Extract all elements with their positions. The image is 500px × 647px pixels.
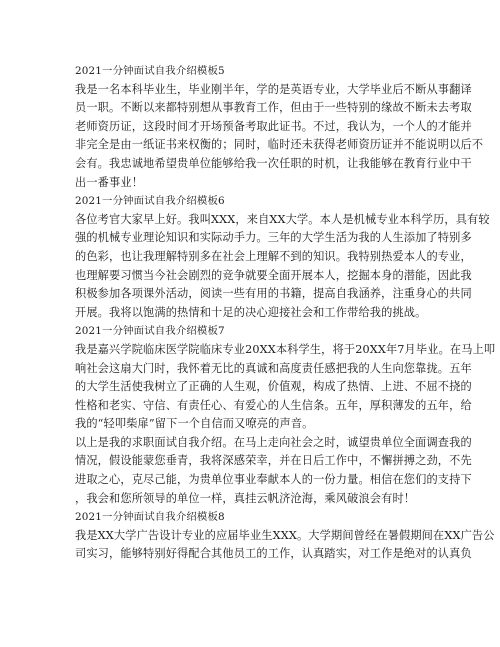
paragraph-line: 各位考官大家早上好。我叫XXX，来自XX大学。本人是机械专业本科学历，具有较 <box>75 212 490 226</box>
paragraph-line: 司实习，能够特别好得配合其他员工的工作，认真踏实，对工作是绝对的认真负 <box>75 547 472 561</box>
paragraph-line: 的大学生活使我树立了正确的人生观，价值观，构成了热情、上进、不屈不挠的 <box>75 380 472 394</box>
section-title: 2021一分钟面试自我介绍模板8 <box>75 511 225 524</box>
section-title: 2021一分钟面试自我介绍模板7 <box>75 325 225 338</box>
paragraph-line: 我是一名本科毕业生，毕业刚半年，学的是英语专业，大学毕业后不断从事翻译 <box>75 82 472 96</box>
paragraph-line: 开展。我将以饱满的热情和十足的决心迎接社会和工作带给我的挑战。 <box>75 305 427 319</box>
paragraph-line: 我的“轻叩柴扉”留下一个自信而又嘹亮的声音。 <box>75 417 314 431</box>
paragraph-line: 我是XX大学广告设计专业的应届毕业生XXX。大学期间曾经在暑假期间在XX广告公 <box>75 528 495 542</box>
paragraph-line: 进取之心，克尽己能，为贵单位事业奉献本人的一份力量。相信在您们的支持下 <box>75 473 472 487</box>
paragraph-line: 情况，假设能蒙您垂青，我将深感荣幸，并在日后工作中，不懈拼搏之劲，不先 <box>75 454 472 468</box>
section-title: 2021一分钟面试自我介绍模板6 <box>75 195 225 208</box>
paragraph-line: 强的机械专业理论知识和实际动手力。三年的大学生活为我的人生添加了特别多 <box>75 231 472 245</box>
paragraph-line: 出一番事业！ <box>75 175 144 189</box>
paragraph-line: 我是嘉兴学院临床医学院临床专业20XX本科学生，将于20XX年7月毕业。在马上叩 <box>75 342 496 356</box>
paragraph-line: 性格和老实、守信、有责任心、有爱心的人生信条。五年，厚积薄发的五年，给 <box>75 398 472 412</box>
paragraph-line: 老师资历证，这段时间才开场预备考取此证书。不过，我认为，一个人的才能并 <box>75 119 472 133</box>
paragraph-line: 员一职。不断以来都特别想从事教育工作，但由于一些特别的缘故不断未去考取 <box>75 101 472 115</box>
paragraph-line: 以上是我的求职面试自我介绍。在马上走向社会之时，诚望贵单位全面调查我的 <box>75 435 472 449</box>
paragraph-line: 响社会这扇大门时，我怀着无比的真诚和高度责任感把我的人生向您靠拢。五年 <box>75 361 472 375</box>
paragraph-line: 积极参加各项课外活动，阅读一些有用的书籍，提高自我涵养，注重身心的共同 <box>75 287 472 301</box>
document-page <box>75 62 496 564</box>
paragraph-line: ，我会和您所领导的单位一样，真挂云帆济沧海，乘风破浪会有时！ <box>75 491 416 505</box>
paragraph-line: 会有。我忠诚地希望贵单位能够给我一次任职的时机，让我能够在教育行业中干 <box>75 156 472 170</box>
section-title: 2021一分钟面试自我介绍模板5 <box>75 65 225 77</box>
paragraph-line: 也理解要习惯当今社会剧烈的竞争就要全面开展本人，挖掘本身的潜能，因此我 <box>75 268 472 282</box>
paragraph-line: 的色彩，也让我理解特别多在社会上理解不到的知识。我特别热爱本人的专业， <box>75 249 472 263</box>
paragraph-line: 非完全是由一纸证书来权衡的；同时，临时还未获得老师资历证并不能说明以后不 <box>75 138 484 152</box>
